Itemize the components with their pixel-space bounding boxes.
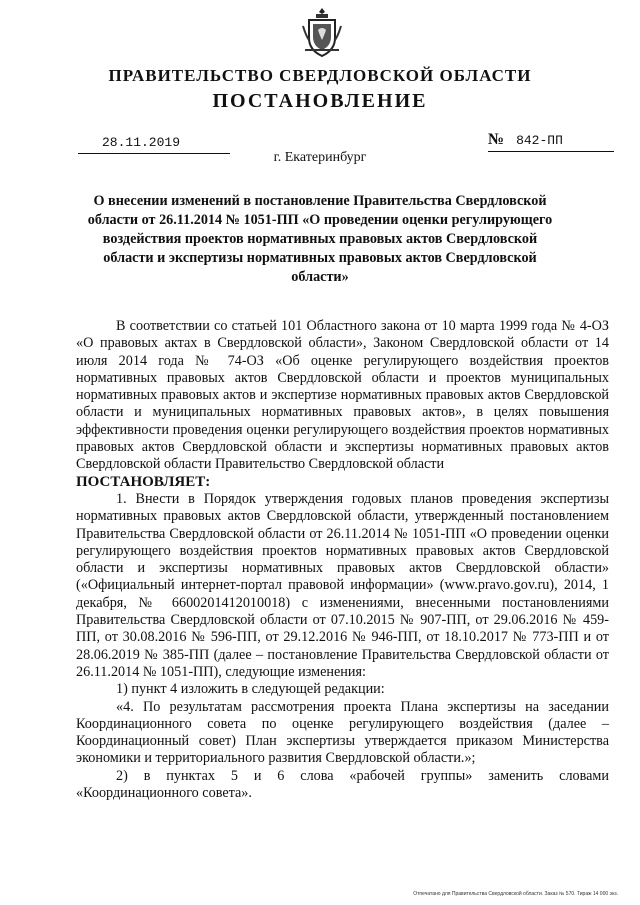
subitem-2-paragraph: 2) в пунктах 5 и 6 слова «рабочей группы» заменить словами «Координационного совета». bbox=[76, 767, 609, 802]
document-date: 28.11.2019 bbox=[102, 135, 181, 150]
city: г. Екатеринбург bbox=[273, 150, 367, 165]
document-number: 842-ПП bbox=[516, 133, 563, 148]
print-footer: Отпечатано для Правительства Свердловской области. Заказ № 570. Тираж 14 000 экз. bbox=[413, 891, 618, 897]
document-number-block bbox=[488, 131, 614, 152]
subitem-1-paragraph: 1) пункт 4 изложить в следующей редакции: bbox=[116, 681, 385, 698]
document-body bbox=[76, 318, 609, 802]
document-type: ПОСТАНОВЛЕНИЕ bbox=[212, 90, 428, 112]
preamble-paragraph: В соответствии со статьей 101 Областного закона от 10 марта 1999 года № 4-ОЗ «О правовых актах в Свердловской области», Законом Свердловской области от 14 июля 2014 года № 74-ОЗ «Об оценке регулирующего воздействия проектов нормативных правовых актов Свердловской области и проектов муниципальных нормативных правовых актов и экспертизе нормативных правовых актов Свердловской области и муниципальных нормативных правовых актов», в целях повышения эффективности проведения оценки регулирующего воздействия проектов нормативных правовых актов Свердловской области и экспертизы нормативных правовых актов Свердловской области Правительство Свердловской области bbox=[76, 318, 609, 473]
document-title: О внесении изменений в постановление Правительства Свердловской области от 26.11.2014 № 1051-ПП «О проведении оценки регулирующего воздействия проектов нормативных правовых актов Свердловской области и экспертизы нормативных правовых актов Свердловской области» bbox=[87, 193, 553, 285]
resolves-heading: ПОСТАНОВЛЯЕТ: bbox=[76, 473, 211, 490]
government-name: ПРАВИТЕЛЬСТВО СВЕРДЛОВСКОЙ ОБЛАСТИ bbox=[108, 66, 532, 85]
item-1-paragraph: 1. Внести в Порядок утверждения годовых планов проведения экспертизы нормативных правовых актов Свердловской области, утвержденный постановлением Правительства Свердловской области от 26.11.2014 № 1051-ПП «О проведении оценки регулирующего воздействия проектов нормативных правовых актов Свердловской области и экспертизы нормативных правовых актов Свердловской области» («Официальный интернет-портал правовой информации» (www.pravo.gov.ru), 2014, 1 декабря, № 6600201412010018) с изменениями, внесенными постановлениями Правительства Свердловской области от 07.10.2015 № 907-ПП, от 29.06.2016 № 459-ПП, от 30.08.2016 № 596-ПП, от 29.12.2016 № 946-ПП, от 18.10.2017 № 773-ПП и от 28.06.2019 № 385-ПП (далее – постановление Правительства Свердловской области от 26.11.2014 № 1051-ПП), следующие изменения: bbox=[76, 490, 609, 680]
quote-item-4-paragraph: «4. По результатам рассмотрения проекта Плана экспертизы на заседании Координационного совета по оценке регулирующего воздействия (далее – Координационный совет) План экспертизы утверждается приказом Министерства экономики и территориального развития Свердловской области.»; bbox=[76, 698, 609, 767]
number-sign: № bbox=[488, 131, 505, 148]
coat-of-arms-icon bbox=[301, 6, 343, 58]
